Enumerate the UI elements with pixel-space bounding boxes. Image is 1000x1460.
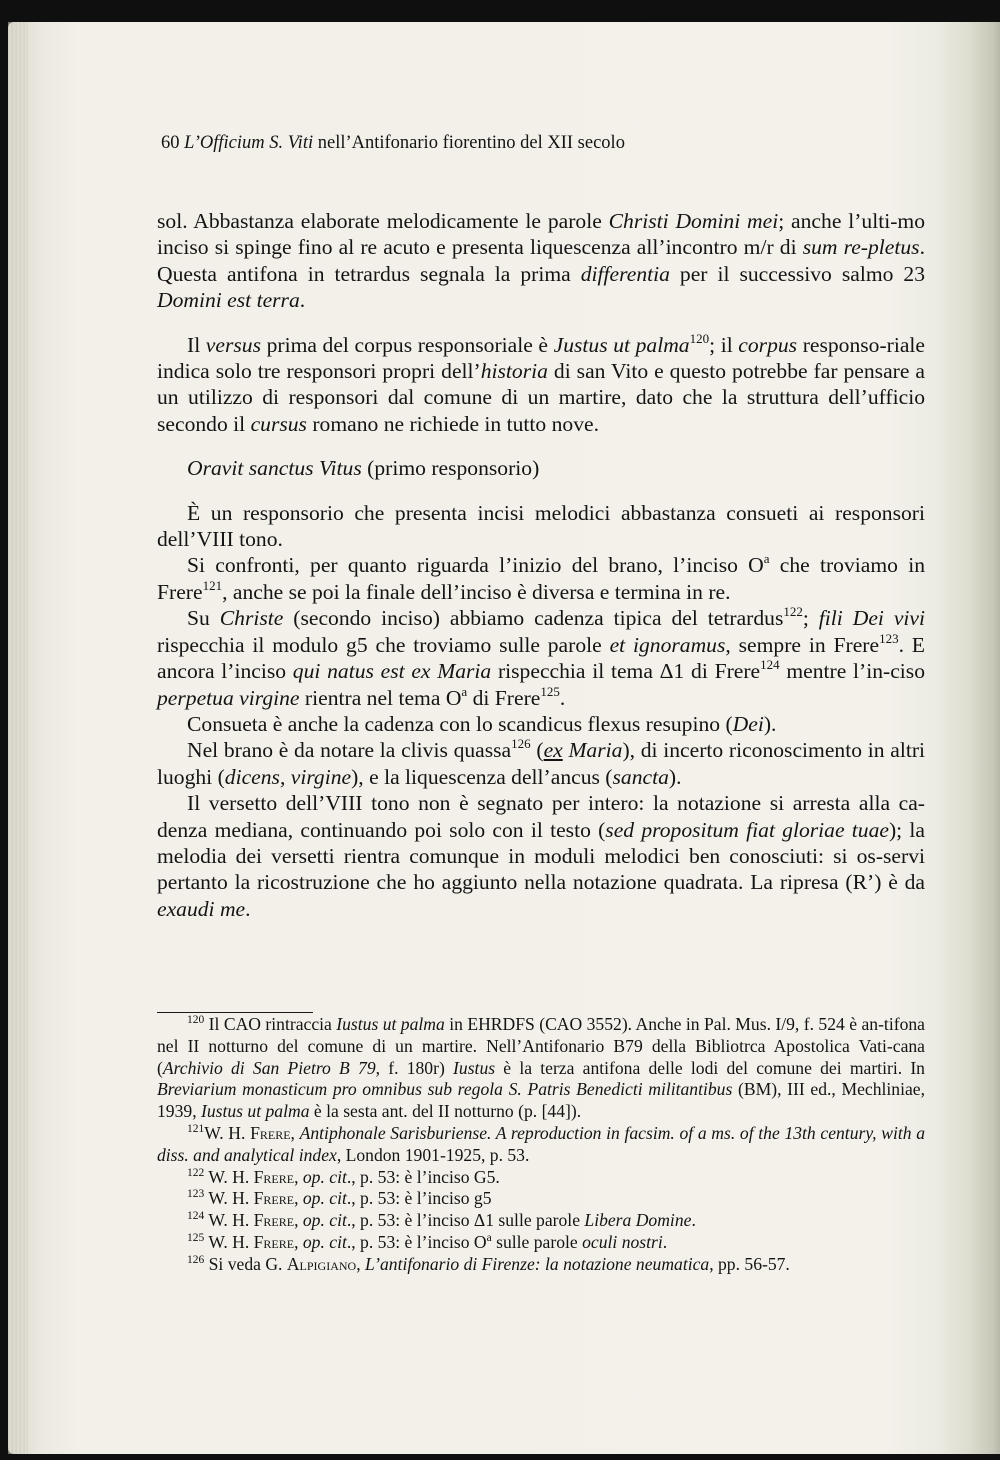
paragraph: Il versetto dell’VIII tono non è segnato per intero: la notazione si arresta alla ca-denza mediana, continuando poi solo con il testo (sed propositum fiat gloriae tuae); la melodia dei versetti rientra comunque in moduli melodici ben conosciuti: si os-servi pertanto la ricostruzione che ho aggiunto nella notazione quadrata. La ripresa (R’) è da exaudi me. <box>157 791 925 921</box>
paragraph: Su Christe (secondo inciso) abbiamo cadenza tipica del tetrardus$^{122}$; fili Dei vivi rispecchia il modulo g5 che troviamo sulle parole et ignoramus, sempre in Frere$^{123}$. E ancora l’inciso qui natus est ex Maria rispecchia il tema Δ1 di Frere$^{124}$ mentre l’in-ciso perpetua virgine rientra nel tema $O^a$ di Frere$^{125}$. <box>157 604 926 710</box>
footnotes <box>157 1014 925 1276</box>
running-title-italic: L’Officium S. Viti <box>184 133 314 153</box>
running-header <box>161 133 881 154</box>
footnote: $^{120}$ Il CAO rintraccia Iustus ut palma in EHRDFS (CAO 3552). Anche in Pal. Mus. I/9, f. 524 è an-tifona nel II notturno del comune di un martire. Nell’Antifonario B79 della Bibliotrca Apostolica Vati-cana (Archivio di San Pietro B 79, f. 180r) Iustus è la terza antifona delle lodi del comune dei martiri. In Breviarium monasticum pro omnibus sub regola S. Patris Benedicti militantibus (BM), III ed., Mechliniae, 1939, Iustus ut palma è la sesta ant. del II notturno (p. [44]). <box>157 1014 925 1122</box>
paragraph: È un responsorio che presenta incisi melodici abbastanza consueti ai responsori dell’VIII tono. <box>157 500 925 552</box>
page-edge-shadow <box>8 22 28 1454</box>
section-heading: Oravit sanctus Vitus (primo responsorio) <box>187 456 540 481</box>
paragraph: Il versus prima del corpus responsoriale è Justus ut palma$^{120}$; il corpus responso-riale indica solo tre responsori propri dell’historia di san Vito e questo potrebbe far pensare a un utilizzo di responsori dal comune di un martire, dato che la struttura dell’ufficio secondo il cursus romano ne richiede in tutto nove. <box>157 330 926 436</box>
footnote: $^{121}$W. H. Frere, Antiphonale Sarisburiense. A reproduction in facsim. of a ms. of the 13th century, with a diss. and analytical index, London 1901-1925, p. 53. <box>157 1122 926 1165</box>
footnote: $^{122}$ W. H. Frere, op. cit., p. 53: è l’inciso G5. <box>187 1166 500 1187</box>
page-number: 60 <box>161 133 180 153</box>
footnote: $^{125}$ W. H. Frere, op. cit., p. 53: è l’inciso $O^a$ sulle parole oculi nostri. <box>187 1231 668 1252</box>
footnote: $^{123}$ W. H. Frere, op. cit., p. 53: è l’inciso g5 <box>187 1188 492 1209</box>
footnote: $^{126}$ Si veda G. Alpigiano, L’antifonario di Firenze: la notazione neumatica, pp. 56-57. <box>187 1253 790 1274</box>
footnote-rule <box>157 1012 313 1013</box>
footnote: $^{124}$ W. H. Frere, op. cit., p. 53: è l’inciso Δ1 sulle parole Libera Domine. <box>187 1210 696 1231</box>
body-text <box>157 208 925 922</box>
paragraph: Nel brano è da notare la clivis quassa$^{126}$ (ex Maria), di incerto riconoscimento in altri luoghi (dicens, virgine), e la liquescenza dell’ancus (sancta). <box>157 736 926 789</box>
paragraph: sol. Abbastanza elaborate melodicamente le parole Christi Domini mei; anche l’ulti-mo inciso si spinge fino al re acuto e presenta liquescenza all’incontro m/r di sum re-pletus. Questa antifona in tetrardus segnala la prima differentia per il successivo salmo 23 Domini est terra. <box>157 209 926 313</box>
paragraph: Si confronti, per quanto riguarda l’inizio del brano, l’inciso $O^a$ che troviamo in Frere$^{121}$, anche se poi la finale dell’inciso è diversa e termina in re. <box>157 551 925 604</box>
paragraph: Consueta è anche la cadenza con lo scandicus flexus resupino (Dei). <box>187 711 777 736</box>
running-title: nell’Antifonario fiorentino del XII secolo <box>317 133 625 153</box>
